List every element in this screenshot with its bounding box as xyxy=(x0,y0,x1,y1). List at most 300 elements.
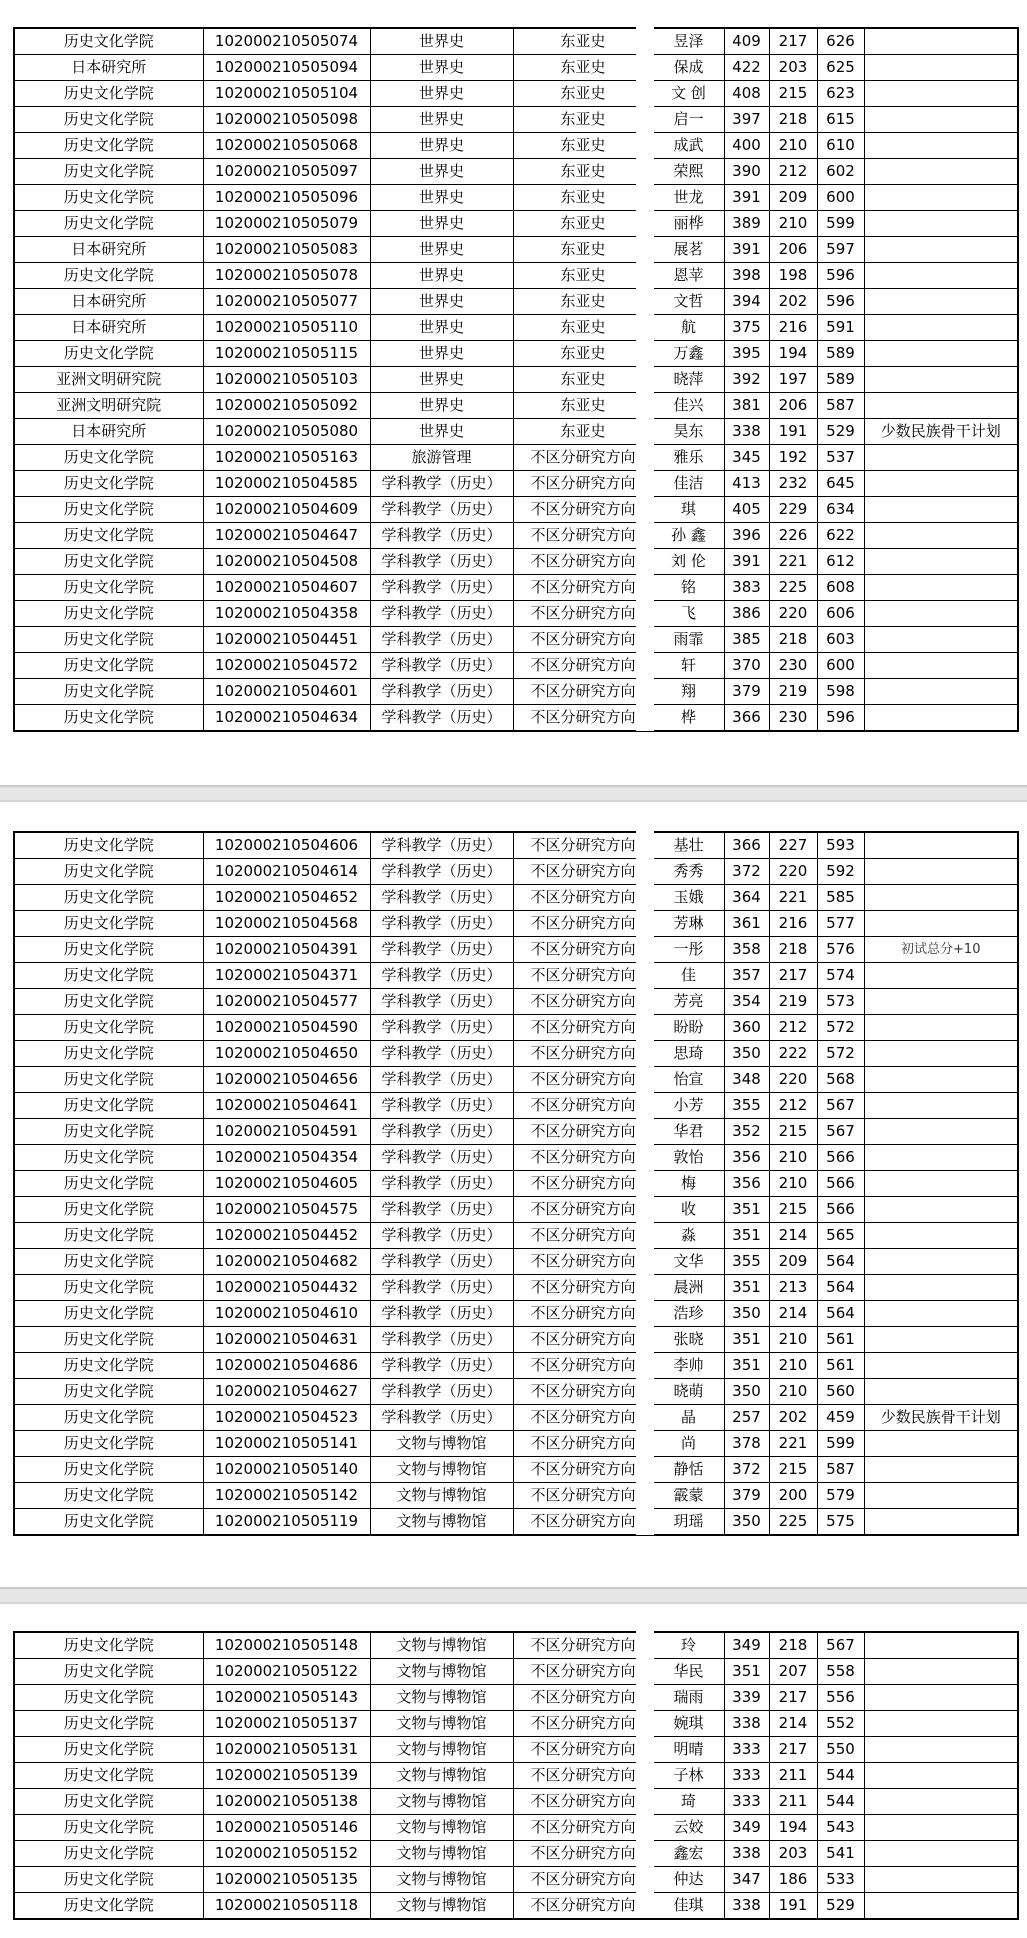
total-score-cell: 612 xyxy=(817,549,864,575)
direction-cell: 不区分研究方向 xyxy=(513,1145,653,1171)
college-cell: 亚洲文明研究院 xyxy=(14,393,203,419)
major-cell: 世界史 xyxy=(370,315,513,341)
name-cell: 轩 xyxy=(653,653,724,679)
redaction-mask xyxy=(636,1631,654,1918)
initial-score-cell: 349 xyxy=(724,1815,769,1841)
retest-score-cell: 216 xyxy=(769,911,817,937)
initial-score-cell: 338 xyxy=(724,419,769,445)
name-cell: 鑫宏 xyxy=(653,1841,724,1867)
direction-cell: 东亚史 xyxy=(513,367,653,393)
direction-cell: 不区分研究方向 xyxy=(513,1171,653,1197)
candidate-id-cell: 102000210505103 xyxy=(203,367,370,393)
total-score-cell: 567 xyxy=(817,1119,864,1145)
direction-cell: 不区分研究方向 xyxy=(513,1711,653,1737)
note-cell xyxy=(864,549,1018,575)
name-cell: 华民 xyxy=(653,1659,724,1685)
direction-cell: 不区分研究方向 xyxy=(513,679,653,705)
retest-score-cell: 219 xyxy=(769,989,817,1015)
college-cell: 历史文化学院 xyxy=(14,1457,203,1483)
direction-cell: 不区分研究方向 xyxy=(513,549,653,575)
candidate-id-cell: 102000210505142 xyxy=(203,1483,370,1509)
total-score-cell: 552 xyxy=(817,1711,864,1737)
table-row xyxy=(14,549,1018,575)
initial-score-cell: 391 xyxy=(724,185,769,211)
retest-score-cell: 217 xyxy=(769,1737,817,1763)
candidate-id-cell: 102000210505135 xyxy=(203,1867,370,1893)
college-cell: 历史文化学院 xyxy=(14,1841,203,1867)
retest-score-cell: 218 xyxy=(769,1632,817,1659)
college-cell: 历史文化学院 xyxy=(14,1275,203,1301)
initial-score-cell: 379 xyxy=(724,1483,769,1509)
name-cell: 晓萍 xyxy=(653,367,724,393)
initial-score-cell: 383 xyxy=(724,575,769,601)
college-cell: 历史文化学院 xyxy=(14,1893,203,1920)
name-cell: 浩珍 xyxy=(653,1301,724,1327)
college-cell: 历史文化学院 xyxy=(14,1867,203,1893)
note-cell xyxy=(864,1815,1018,1841)
total-score-cell: 625 xyxy=(817,55,864,81)
college-cell: 历史文化学院 xyxy=(14,1737,203,1763)
candidate-id-cell: 102000210505079 xyxy=(203,211,370,237)
note-cell xyxy=(864,445,1018,471)
name-cell: 启一 xyxy=(653,107,724,133)
direction-cell: 不区分研究方向 xyxy=(513,705,653,732)
note-cell xyxy=(864,1711,1018,1737)
name-cell: 尚 xyxy=(653,1431,724,1457)
candidate-id-cell: 102000210504590 xyxy=(203,1015,370,1041)
college-cell: 历史文化学院 xyxy=(14,963,203,989)
note-cell xyxy=(864,1197,1018,1223)
college-cell: 历史文化学院 xyxy=(14,1659,203,1685)
total-score-cell: 561 xyxy=(817,1327,864,1353)
name-cell: 思琦 xyxy=(653,1041,724,1067)
table-row xyxy=(14,575,1018,601)
note-cell xyxy=(864,367,1018,393)
note-cell xyxy=(864,263,1018,289)
name-cell: 玥瑶 xyxy=(653,1509,724,1536)
college-cell: 历史文化学院 xyxy=(14,1632,203,1659)
retest-score-cell: 221 xyxy=(769,549,817,575)
note-cell xyxy=(864,1483,1018,1509)
direction-cell: 不区分研究方向 xyxy=(513,963,653,989)
direction-cell: 不区分研究方向 xyxy=(513,1197,653,1223)
candidate-id-cell: 102000210505094 xyxy=(203,55,370,81)
total-score-cell: 622 xyxy=(817,523,864,549)
major-cell: 文物与博物馆 xyxy=(370,1841,513,1867)
table-row xyxy=(14,211,1018,237)
direction-cell: 不区分研究方向 xyxy=(513,445,653,471)
college-cell: 历史文化学院 xyxy=(14,445,203,471)
college-cell: 历史文化学院 xyxy=(14,1145,203,1171)
total-score-cell: 634 xyxy=(817,497,864,523)
major-cell: 文物与博物馆 xyxy=(370,1815,513,1841)
total-score-cell: 615 xyxy=(817,107,864,133)
college-cell: 日本研究所 xyxy=(14,289,203,315)
total-score-cell: 533 xyxy=(817,1867,864,1893)
college-cell: 历史文化学院 xyxy=(14,185,203,211)
direction-cell: 东亚史 xyxy=(513,55,653,81)
total-score-cell: 593 xyxy=(817,832,864,859)
initial-score-cell: 351 xyxy=(724,1223,769,1249)
table-row xyxy=(14,107,1018,133)
table-row xyxy=(14,1379,1018,1405)
note-cell xyxy=(864,107,1018,133)
table-row xyxy=(14,1171,1018,1197)
initial-score-cell: 361 xyxy=(724,911,769,937)
candidate-id-cell: 102000210505152 xyxy=(203,1841,370,1867)
college-cell: 历史文化学院 xyxy=(14,1171,203,1197)
initial-score-cell: 370 xyxy=(724,653,769,679)
table-row xyxy=(14,1353,1018,1379)
retest-score-cell: 227 xyxy=(769,832,817,859)
candidate-id-cell: 102000210504606 xyxy=(203,832,370,859)
name-cell: 桦 xyxy=(653,705,724,732)
direction-cell: 东亚史 xyxy=(513,289,653,315)
major-cell: 文物与博物馆 xyxy=(370,1483,513,1509)
major-cell: 学科教学（历史） xyxy=(370,523,513,549)
name-cell: 文 创 xyxy=(653,81,724,107)
direction-cell: 不区分研究方向 xyxy=(513,653,653,679)
retest-score-cell: 210 xyxy=(769,133,817,159)
retest-score-cell: 210 xyxy=(769,1145,817,1171)
initial-score-cell: 386 xyxy=(724,601,769,627)
major-cell: 学科教学（历史） xyxy=(370,1249,513,1275)
direction-cell: 不区分研究方向 xyxy=(513,523,653,549)
note-cell xyxy=(864,859,1018,885)
major-cell: 文物与博物馆 xyxy=(370,1737,513,1763)
note-cell xyxy=(864,1041,1018,1067)
table-row xyxy=(14,1457,1018,1483)
direction-cell: 不区分研究方向 xyxy=(513,1067,653,1093)
direction-cell: 不区分研究方向 xyxy=(513,1041,653,1067)
college-cell: 历史文化学院 xyxy=(14,1119,203,1145)
retest-score-cell: 218 xyxy=(769,627,817,653)
note-cell xyxy=(864,341,1018,367)
college-cell: 历史文化学院 xyxy=(14,1711,203,1737)
direction-cell: 不区分研究方向 xyxy=(513,1275,653,1301)
name-cell: 霰蒙 xyxy=(653,1483,724,1509)
table-row xyxy=(14,1145,1018,1171)
direction-cell: 不区分研究方向 xyxy=(513,937,653,963)
retest-score-cell: 221 xyxy=(769,885,817,911)
retest-score-cell: 218 xyxy=(769,107,817,133)
initial-score-cell: 366 xyxy=(724,705,769,732)
name-cell: 敦怡 xyxy=(653,1145,724,1171)
major-cell: 学科教学（历史） xyxy=(370,911,513,937)
table-row xyxy=(14,1893,1018,1920)
candidate-id-cell: 102000210505131 xyxy=(203,1737,370,1763)
total-score-cell: 589 xyxy=(817,367,864,393)
note-cell xyxy=(864,679,1018,705)
table-row xyxy=(14,289,1018,315)
direction-cell: 不区分研究方向 xyxy=(513,1405,653,1431)
candidate-id-cell: 102000210504656 xyxy=(203,1067,370,1093)
note-cell xyxy=(864,963,1018,989)
retest-score-cell: 230 xyxy=(769,653,817,679)
table-row xyxy=(14,497,1018,523)
college-cell: 历史文化学院 xyxy=(14,1015,203,1041)
candidate-id-cell: 102000210505096 xyxy=(203,185,370,211)
note-cell xyxy=(864,1737,1018,1763)
major-cell: 学科教学（历史） xyxy=(370,575,513,601)
note-cell xyxy=(864,1893,1018,1920)
initial-score-cell: 333 xyxy=(724,1737,769,1763)
table-row xyxy=(14,705,1018,732)
retest-score-cell: 213 xyxy=(769,1275,817,1301)
candidate-id-cell: 102000210505077 xyxy=(203,289,370,315)
total-score-cell: 566 xyxy=(817,1171,864,1197)
major-cell: 世界史 xyxy=(370,263,513,289)
table-row xyxy=(14,419,1018,445)
candidate-id-cell: 102000210504682 xyxy=(203,1249,370,1275)
total-score-cell: 600 xyxy=(817,653,864,679)
candidate-id-cell: 102000210505148 xyxy=(203,1632,370,1659)
direction-cell: 东亚史 xyxy=(513,159,653,185)
note-cell xyxy=(864,1301,1018,1327)
initial-score-cell: 349 xyxy=(724,1632,769,1659)
candidate-id-cell: 102000210504523 xyxy=(203,1405,370,1431)
candidate-id-cell: 102000210504686 xyxy=(203,1353,370,1379)
total-score-cell: 544 xyxy=(817,1789,864,1815)
major-cell: 学科教学（历史） xyxy=(370,1353,513,1379)
candidate-id-cell: 102000210505097 xyxy=(203,159,370,185)
direction-cell: 不区分研究方向 xyxy=(513,989,653,1015)
direction-cell: 不区分研究方向 xyxy=(513,1119,653,1145)
initial-score-cell: 409 xyxy=(724,28,769,55)
total-score-cell: 529 xyxy=(817,419,864,445)
college-cell: 历史文化学院 xyxy=(14,28,203,55)
name-cell: 梅 xyxy=(653,1171,724,1197)
direction-cell: 东亚史 xyxy=(513,28,653,55)
note-cell xyxy=(864,315,1018,341)
retest-score-cell: 206 xyxy=(769,237,817,263)
retest-score-cell: 230 xyxy=(769,705,817,732)
major-cell: 文物与博物馆 xyxy=(370,1867,513,1893)
initial-score-cell: 394 xyxy=(724,289,769,315)
total-score-cell: 645 xyxy=(817,471,864,497)
initial-score-cell: 338 xyxy=(724,1711,769,1737)
major-cell: 世界史 xyxy=(370,159,513,185)
name-cell: 翔 xyxy=(653,679,724,705)
document-page-3 xyxy=(0,1604,1027,1938)
note-cell xyxy=(864,627,1018,653)
college-cell: 亚洲文明研究院 xyxy=(14,367,203,393)
note-cell xyxy=(864,1093,1018,1119)
major-cell: 学科教学（历史） xyxy=(370,1067,513,1093)
name-cell: 玉娥 xyxy=(653,885,724,911)
initial-score-cell: 381 xyxy=(724,393,769,419)
candidate-id-cell: 102000210505104 xyxy=(203,81,370,107)
direction-cell: 不区分研究方向 xyxy=(513,1353,653,1379)
name-cell: 淼 xyxy=(653,1223,724,1249)
college-cell: 历史文化学院 xyxy=(14,1067,203,1093)
table-row xyxy=(14,315,1018,341)
total-score-cell: 600 xyxy=(817,185,864,211)
initial-score-cell: 333 xyxy=(724,1789,769,1815)
retest-score-cell: 194 xyxy=(769,1815,817,1841)
name-cell: 晶 xyxy=(653,1405,724,1431)
table-row xyxy=(14,1867,1018,1893)
major-cell: 学科教学（历史） xyxy=(370,705,513,732)
retest-score-cell: 194 xyxy=(769,341,817,367)
table-row xyxy=(14,1789,1018,1815)
major-cell: 学科教学（历史） xyxy=(370,1171,513,1197)
table-row xyxy=(14,1841,1018,1867)
retest-score-cell: 198 xyxy=(769,263,817,289)
retest-score-cell: 226 xyxy=(769,523,817,549)
table-row xyxy=(14,263,1018,289)
college-cell: 历史文化学院 xyxy=(14,679,203,705)
name-cell: 恩苹 xyxy=(653,263,724,289)
name-cell: 孙 鑫 xyxy=(653,523,724,549)
total-score-cell: 596 xyxy=(817,289,864,315)
initial-score-cell: 391 xyxy=(724,237,769,263)
major-cell: 旅游管理 xyxy=(370,445,513,471)
retest-score-cell: 212 xyxy=(769,159,817,185)
table-row xyxy=(14,1815,1018,1841)
total-score-cell: 626 xyxy=(817,28,864,55)
major-cell: 文物与博物馆 xyxy=(370,1763,513,1789)
retest-score-cell: 217 xyxy=(769,28,817,55)
name-cell: 荣熙 xyxy=(653,159,724,185)
total-score-cell: 596 xyxy=(817,263,864,289)
candidate-id-cell: 102000210504627 xyxy=(203,1379,370,1405)
name-cell: 刘 伦 xyxy=(653,549,724,575)
candidate-id-cell: 102000210505074 xyxy=(203,28,370,55)
candidate-id-cell: 102000210505119 xyxy=(203,1509,370,1536)
initial-score-cell: 400 xyxy=(724,133,769,159)
initial-score-cell: 385 xyxy=(724,627,769,653)
candidate-id-cell: 102000210504568 xyxy=(203,911,370,937)
retest-score-cell: 225 xyxy=(769,1509,817,1536)
retest-score-cell: 197 xyxy=(769,367,817,393)
retest-score-cell: 211 xyxy=(769,1789,817,1815)
college-cell: 历史文化学院 xyxy=(14,1197,203,1223)
table-row xyxy=(14,1685,1018,1711)
major-cell: 学科教学（历史） xyxy=(370,1379,513,1405)
retest-score-cell: 232 xyxy=(769,471,817,497)
name-cell: 婉琪 xyxy=(653,1711,724,1737)
college-cell: 历史文化学院 xyxy=(14,832,203,859)
table-row xyxy=(14,1301,1018,1327)
major-cell: 学科教学（历史） xyxy=(370,1327,513,1353)
name-cell: 收 xyxy=(653,1197,724,1223)
total-score-cell: 587 xyxy=(817,1457,864,1483)
table-row xyxy=(14,601,1018,627)
direction-cell: 不区分研究方向 xyxy=(513,1632,653,1659)
candidate-id-cell: 102000210505143 xyxy=(203,1685,370,1711)
candidate-id-cell: 102000210504641 xyxy=(203,1093,370,1119)
college-cell: 历史文化学院 xyxy=(14,1789,203,1815)
note-cell xyxy=(864,1223,1018,1249)
direction-cell: 不区分研究方向 xyxy=(513,1457,653,1483)
table-row xyxy=(14,1509,1018,1536)
initial-score-cell: 350 xyxy=(724,1301,769,1327)
page-separator xyxy=(0,1587,1027,1604)
major-cell: 世界史 xyxy=(370,133,513,159)
note-cell xyxy=(864,1249,1018,1275)
total-score-cell: 556 xyxy=(817,1685,864,1711)
candidate-id-cell: 102000210504652 xyxy=(203,885,370,911)
candidate-id-cell: 102000210505068 xyxy=(203,133,370,159)
candidate-id-cell: 102000210505138 xyxy=(203,1789,370,1815)
note-cell: 初试总分+10 xyxy=(864,937,1018,963)
candidate-id-cell: 102000210504647 xyxy=(203,523,370,549)
candidate-id-cell: 102000210505115 xyxy=(203,341,370,367)
major-cell: 学科教学（历史） xyxy=(370,627,513,653)
retest-score-cell: 202 xyxy=(769,289,817,315)
total-score-cell: 603 xyxy=(817,627,864,653)
major-cell: 文物与博物馆 xyxy=(370,1659,513,1685)
name-cell: 成武 xyxy=(653,133,724,159)
candidate-id-cell: 102000210505118 xyxy=(203,1893,370,1920)
total-score-cell: 623 xyxy=(817,81,864,107)
retest-score-cell: 219 xyxy=(769,679,817,705)
name-cell: 晓萌 xyxy=(653,1379,724,1405)
college-cell: 历史文化学院 xyxy=(14,107,203,133)
retest-score-cell: 210 xyxy=(769,211,817,237)
retest-score-cell: 203 xyxy=(769,55,817,81)
major-cell: 学科教学（历史） xyxy=(370,989,513,1015)
note-cell xyxy=(864,1015,1018,1041)
initial-score-cell: 392 xyxy=(724,367,769,393)
name-cell: 展茗 xyxy=(653,237,724,263)
name-cell: 子林 xyxy=(653,1763,724,1789)
candidate-id-cell: 102000210504607 xyxy=(203,575,370,601)
name-cell: 盼盼 xyxy=(653,1015,724,1041)
retest-score-cell: 214 xyxy=(769,1223,817,1249)
college-cell: 历史文化学院 xyxy=(14,1301,203,1327)
direction-cell: 东亚史 xyxy=(513,315,653,341)
name-cell: 佳琪 xyxy=(653,1893,724,1920)
note-cell xyxy=(864,601,1018,627)
candidate-id-cell: 102000210505140 xyxy=(203,1457,370,1483)
total-score-cell: 572 xyxy=(817,1041,864,1067)
candidate-id-cell: 102000210504605 xyxy=(203,1171,370,1197)
total-score-cell: 579 xyxy=(817,1483,864,1509)
direction-cell: 不区分研究方向 xyxy=(513,1737,653,1763)
table-row xyxy=(14,1093,1018,1119)
direction-cell: 东亚史 xyxy=(513,133,653,159)
college-cell: 日本研究所 xyxy=(14,419,203,445)
name-cell: 华君 xyxy=(653,1119,724,1145)
candidate-id-cell: 102000210504614 xyxy=(203,859,370,885)
note-cell xyxy=(864,1867,1018,1893)
direction-cell: 不区分研究方向 xyxy=(513,1327,653,1353)
retest-score-cell: 216 xyxy=(769,315,817,341)
college-cell: 日本研究所 xyxy=(14,55,203,81)
major-cell: 学科教学（历史） xyxy=(370,1145,513,1171)
note-cell xyxy=(864,55,1018,81)
redaction-mask xyxy=(636,831,654,1535)
initial-score-cell: 350 xyxy=(724,1509,769,1536)
total-score-cell: 599 xyxy=(817,1431,864,1457)
candidate-id-cell: 102000210504451 xyxy=(203,627,370,653)
major-cell: 世界史 xyxy=(370,289,513,315)
retest-score-cell: 202 xyxy=(769,1405,817,1431)
major-cell: 文物与博物馆 xyxy=(370,1632,513,1659)
initial-score-cell: 360 xyxy=(724,1015,769,1041)
initial-score-cell: 378 xyxy=(724,1431,769,1457)
name-cell: 琦 xyxy=(653,1789,724,1815)
initial-score-cell: 348 xyxy=(724,1067,769,1093)
college-cell: 历史文化学院 xyxy=(14,705,203,732)
direction-cell: 东亚史 xyxy=(513,107,653,133)
college-cell: 历史文化学院 xyxy=(14,859,203,885)
retest-score-cell: 221 xyxy=(769,1431,817,1457)
college-cell: 历史文化学院 xyxy=(14,211,203,237)
initial-score-cell: 397 xyxy=(724,107,769,133)
